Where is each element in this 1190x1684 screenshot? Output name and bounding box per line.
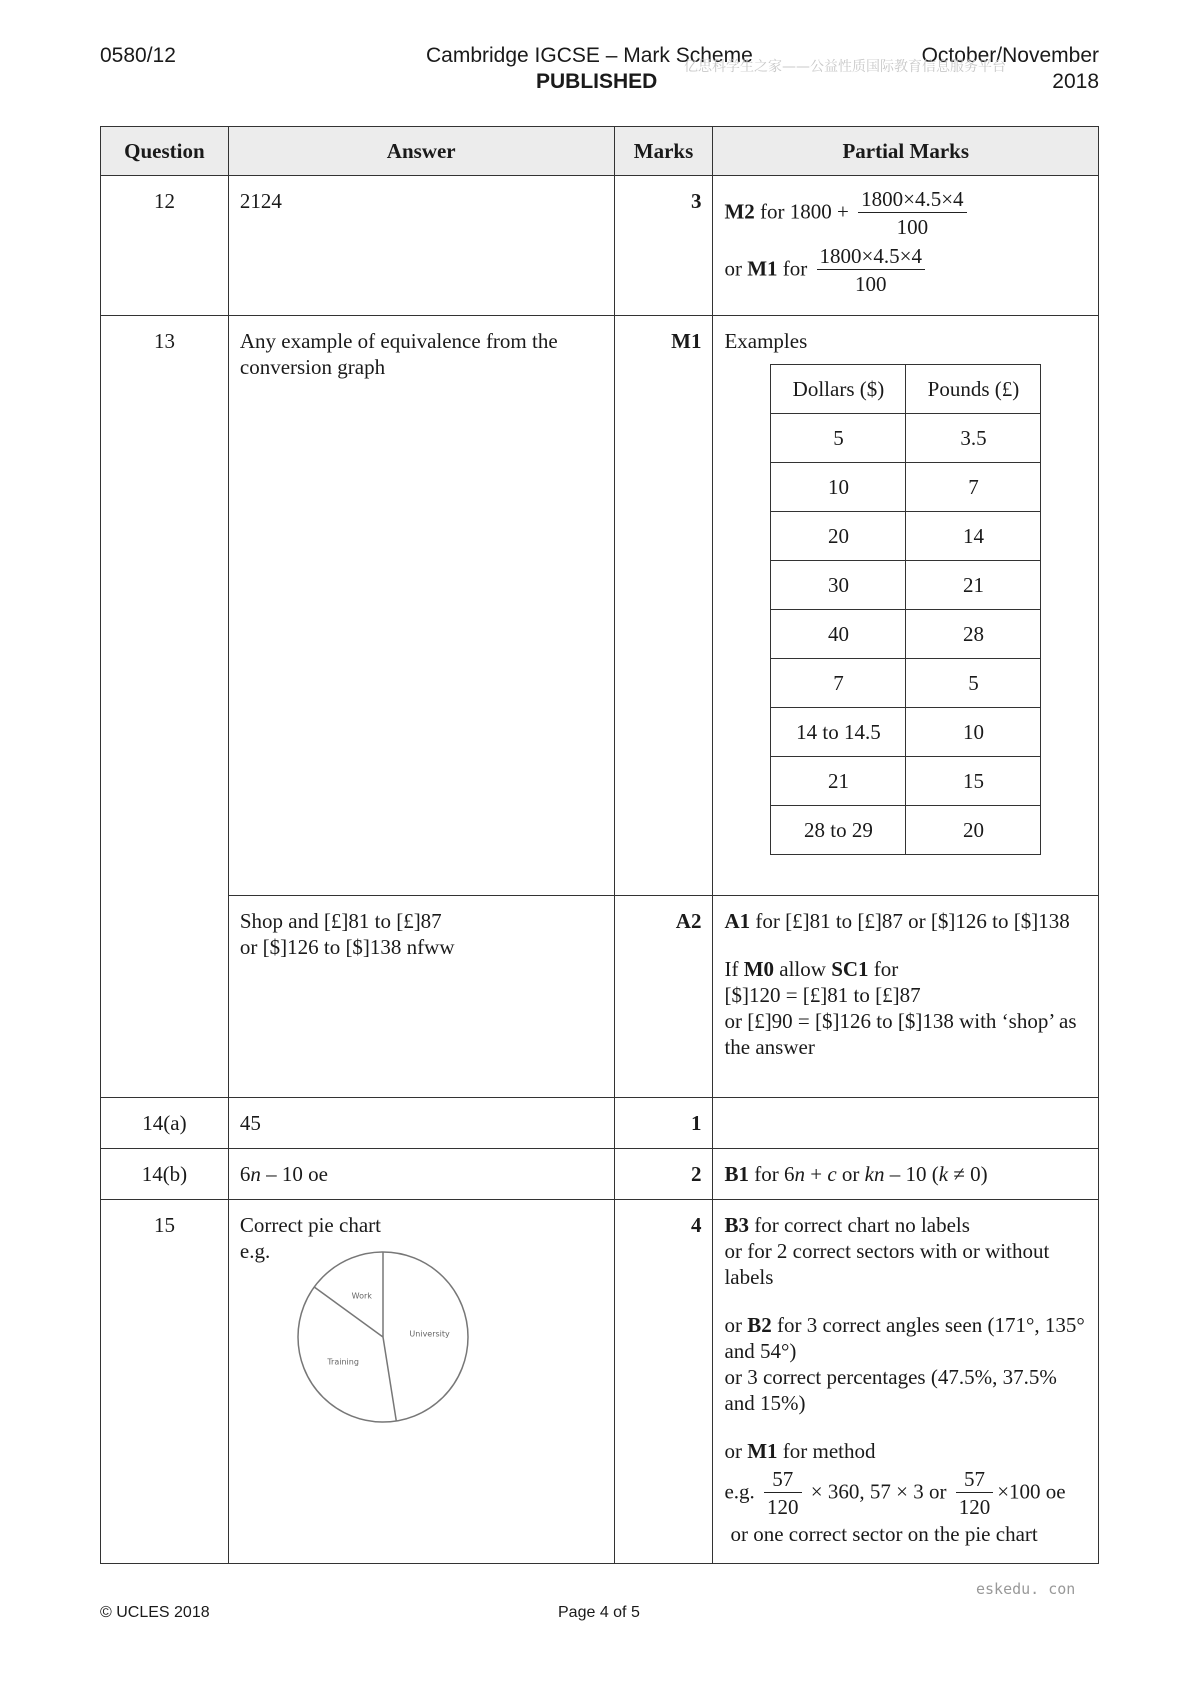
partial-marks — [713, 1149, 1098, 1199]
page-number: Page 4 of 5 — [558, 1604, 640, 1621]
a1-line — [724, 908, 1087, 934]
column-header-marks: Marks — [614, 127, 713, 176]
partial-marks — [713, 176, 1098, 310]
table-row — [771, 512, 1041, 561]
table-row-q14a — [101, 1098, 1099, 1149]
question-number: 15 — [153, 1213, 175, 1237]
b2-line — [724, 1312, 1087, 1364]
copyright: © UCLES 2018 — [100, 1604, 210, 1621]
denominator: 120 — [958, 1495, 991, 1519]
examples-label: Examples — [724, 329, 808, 353]
dollars-cell: 21 — [771, 757, 906, 806]
table-row-q15 — [101, 1200, 1099, 1564]
numerator: 57 — [956, 1466, 994, 1493]
column-header-answer: Answer — [228, 127, 614, 176]
text: ≠ 0) — [948, 1162, 988, 1186]
mark-scheme-table — [100, 126, 1099, 1564]
fraction — [817, 243, 925, 298]
mark-code: B2 — [747, 1313, 772, 1337]
variable: c — [827, 1162, 837, 1186]
text: [$]120 = [£]81 to [£]87 — [724, 983, 921, 1007]
text: for correct chart no labels — [754, 1213, 970, 1237]
text: for 3 correct angles seen (171°, 135° and 54°) — [724, 1313, 1085, 1363]
table-row — [771, 806, 1041, 855]
table-header-row — [101, 127, 1099, 176]
dollars-cell: 20 — [771, 512, 906, 561]
answer-line: or [$]126 to [$]138 nfww — [239, 935, 455, 959]
pounds-cell: 10 — [906, 708, 1041, 757]
table-row-q14b — [101, 1149, 1099, 1200]
question-number: 13 — [153, 329, 175, 353]
site-watermark: eskedu. con — [976, 1580, 1076, 1598]
pie-chart — [288, 1242, 478, 1432]
pounds-cell: 28 — [906, 610, 1041, 659]
text: – 10 ( — [884, 1162, 939, 1186]
text: for [£]81 to [£]87 or [$]126 to [$]138 — [755, 909, 1070, 933]
watermark: 亿思科学生之家——公益性质国际教育信息服务平台 — [684, 59, 1006, 75]
pounds-cell: 14 — [906, 512, 1041, 561]
table-row — [771, 708, 1041, 757]
pounds-cell: 5 — [906, 659, 1041, 708]
paper-code: 0580/12 — [100, 44, 176, 67]
denominator: 100 — [896, 215, 929, 239]
answer — [229, 1149, 614, 1199]
text: – 10 oe — [260, 1162, 328, 1186]
m1-line — [724, 1438, 1087, 1464]
text: e.g. — [724, 1479, 755, 1504]
table-row — [771, 757, 1041, 806]
answer — [229, 896, 614, 972]
marks: M1 — [671, 329, 702, 353]
table-row — [771, 463, 1041, 512]
examples-header-row — [771, 365, 1041, 414]
mark-code: SC1 — [831, 957, 869, 981]
variable: k — [938, 1162, 949, 1186]
text: for — [782, 256, 808, 281]
marks: 1 — [690, 1111, 702, 1135]
numerator: 1800×4.5×4 — [858, 186, 966, 213]
text: or one correct sector on the pie chart — [730, 1522, 1038, 1546]
pounds-cell: 3.5 — [906, 414, 1041, 463]
dollars-cell: 7 — [771, 659, 906, 708]
mark-code: M2 — [724, 199, 755, 224]
marks: A2 — [675, 909, 702, 933]
text: ×100 oe — [997, 1479, 1066, 1504]
text: or — [724, 1313, 742, 1337]
table-row-q12 — [101, 176, 1099, 316]
fraction — [764, 1466, 802, 1521]
column-header-question: Question — [101, 127, 229, 176]
text: or for 2 correct sectors with or without labels — [724, 1239, 1050, 1289]
answer: 45 — [239, 1111, 261, 1135]
text: × 360, 57 × 3 or — [810, 1479, 947, 1504]
partial-marks — [713, 316, 1098, 867]
answer: Any example of equivalence from the conversion graph — [239, 329, 558, 379]
answer: 2124 — [239, 189, 282, 213]
question-number: 12 — [153, 189, 175, 213]
dollars-cell: 30 — [771, 561, 906, 610]
partial-marks — [713, 1098, 1098, 1122]
mark-code: M1 — [747, 1439, 778, 1463]
column-header-pounds: Pounds (£) — [906, 365, 1041, 414]
mark-code: A1 — [724, 909, 751, 933]
fraction — [956, 1466, 994, 1521]
text: 6 — [239, 1162, 251, 1186]
table-row-q13-accuracy — [101, 896, 1099, 1098]
b3-line — [724, 1212, 1087, 1238]
column-header-partial-marks: Partial Marks — [713, 127, 1099, 176]
pounds-cell: 15 — [906, 757, 1041, 806]
variable: kn — [864, 1162, 885, 1186]
answer-line: Correct pie chart — [239, 1213, 381, 1237]
mark-code: B1 — [724, 1162, 749, 1186]
table-row-q13-method — [101, 316, 1099, 896]
table-row — [771, 414, 1041, 463]
session-label: October/November — [921, 44, 1099, 67]
text: for — [873, 957, 899, 981]
partial-marks — [713, 1200, 1098, 1559]
text: allow — [779, 957, 826, 981]
dollars-cell: 5 — [771, 414, 906, 463]
pounds-cell: 21 — [906, 561, 1041, 610]
table-row — [771, 610, 1041, 659]
fraction — [858, 186, 966, 241]
dollars-cell: 14 to 14.5 — [771, 708, 906, 757]
table-row — [771, 561, 1041, 610]
pie-slice-label-training: Training — [327, 1357, 359, 1367]
variable: n — [250, 1162, 261, 1186]
question-number: 14(b) — [141, 1162, 188, 1186]
text: for 1800 + — [760, 199, 849, 224]
dollars-cell: 28 to 29 — [771, 806, 906, 855]
marks: 3 — [690, 189, 702, 213]
numerator: 1800×4.5×4 — [817, 243, 925, 270]
conversion-examples-table — [770, 364, 1041, 855]
document-title: Cambridge IGCSE – Mark Scheme — [426, 44, 753, 67]
table-row — [771, 659, 1041, 708]
m2-line — [724, 186, 1087, 241]
answer-line: Shop and [£]81 to [£]87 — [239, 909, 442, 933]
column-header-dollars: Dollars ($) — [771, 365, 906, 414]
text: or 3 correct percentages (47.5%, 37.5% and 15%) — [724, 1365, 1057, 1415]
pie-slice-label-work: Work — [351, 1291, 372, 1301]
pounds-cell: 7 — [906, 463, 1041, 512]
denominator: 120 — [767, 1495, 799, 1519]
text: + — [804, 1162, 828, 1186]
text: or [£]90 = [$]126 to [$]138 with ‘shop’ as the answer — [724, 1009, 1077, 1059]
mark-code: B3 — [724, 1213, 749, 1237]
text: or — [836, 1162, 865, 1186]
marks: 4 — [690, 1213, 702, 1237]
denominator: 100 — [855, 272, 887, 296]
text: for method — [782, 1439, 876, 1463]
method-example — [724, 1466, 1087, 1521]
answer — [229, 1200, 614, 1444]
text: for 6 — [748, 1162, 795, 1186]
marks: 2 — [690, 1162, 702, 1186]
pounds-cell: 20 — [906, 806, 1041, 855]
sc-line — [724, 956, 1087, 982]
variable: n — [794, 1162, 805, 1186]
text: If — [724, 957, 739, 981]
numerator: 57 — [764, 1466, 802, 1493]
year-label: 2018 — [1052, 70, 1099, 93]
question-number: 14(a) — [142, 1111, 187, 1135]
text: or — [724, 1439, 742, 1463]
dollars-cell: 10 — [771, 463, 906, 512]
mark-code: M0 — [743, 957, 775, 981]
text: or — [724, 256, 742, 281]
status-label: PUBLISHED — [536, 70, 658, 93]
partial-marks — [713, 896, 1098, 1072]
dollars-cell: 40 — [771, 610, 906, 659]
answer-line: e.g. — [239, 1239, 271, 1263]
mark-code: M1 — [747, 256, 778, 281]
m1-line — [724, 243, 1087, 298]
pie-slice-label-university: University — [409, 1329, 450, 1339]
